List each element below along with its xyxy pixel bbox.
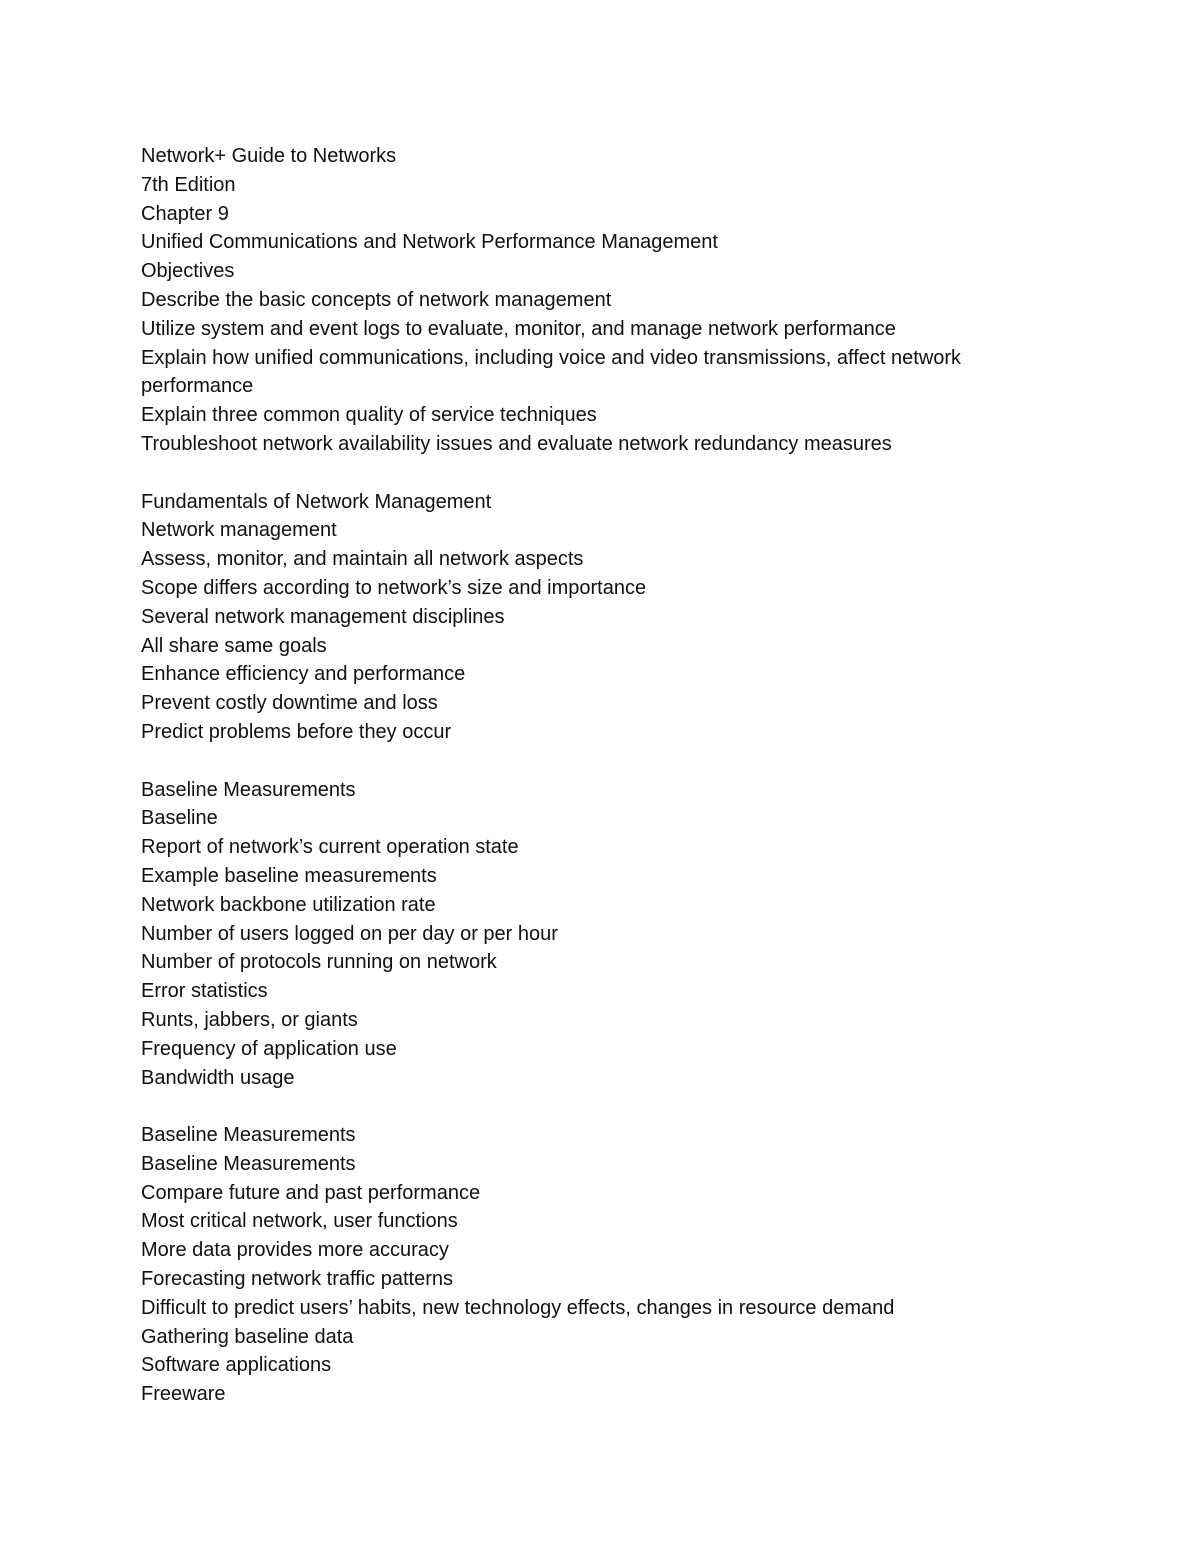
text-line: Example baseline measurements bbox=[141, 864, 437, 887]
text-line: Network+ Guide to Networks bbox=[141, 145, 397, 167]
text-line: Number of protocols running on network bbox=[141, 951, 497, 974]
text-line: Several network management disciplines bbox=[141, 605, 505, 628]
text-line: Compare future and past performance bbox=[141, 1181, 481, 1204]
text-section bbox=[141, 776, 1061, 1093]
text-line: More data provides more accuracy bbox=[141, 1239, 449, 1262]
text-line: Unified Communications and Network Performance Management bbox=[141, 231, 718, 254]
text-line: Freeware bbox=[141, 1383, 226, 1406]
text-line: Enhance efficiency and performance bbox=[141, 663, 466, 686]
text-line: Bandwidth usage bbox=[141, 1066, 295, 1089]
text-line: Most critical network, user functions bbox=[141, 1210, 458, 1233]
text-line: Baseline Measurements bbox=[141, 1152, 356, 1175]
text-line: Network management bbox=[141, 519, 337, 542]
text-line: Objectives bbox=[141, 260, 235, 283]
text-line: Explain three common quality of service techniques bbox=[141, 404, 597, 427]
text-line: Baseline Measurements bbox=[141, 1124, 356, 1147]
text-line: Forecasting network traffic patterns bbox=[141, 1268, 453, 1291]
text-line: Report of network’s current operation state bbox=[141, 836, 519, 859]
text-line: Baseline bbox=[141, 807, 218, 830]
text-line: Difficult to predict users’ habits, new technology effects, changes in resource demand bbox=[141, 1296, 895, 1319]
text-line: Network backbone utilization rate bbox=[141, 893, 436, 916]
text-line: Baseline Measurements bbox=[141, 778, 356, 801]
text-line: Software applications bbox=[141, 1354, 332, 1377]
text-section bbox=[141, 1121, 1061, 1409]
text-line: Scope differs according to network’s size and importance bbox=[141, 576, 647, 599]
text-section bbox=[141, 488, 1061, 747]
text-line: Describe the basic concepts of network management bbox=[141, 288, 612, 311]
text-line: Error statistics bbox=[141, 980, 268, 1003]
text-line: Fundamentals of Network Management bbox=[141, 490, 492, 513]
text-line: Assess, monitor, and maintain all network aspects bbox=[141, 548, 584, 571]
text-line: Number of users logged on per day or per hour bbox=[141, 922, 558, 945]
text-line: Chapter 9 bbox=[141, 202, 229, 225]
text-section bbox=[141, 142, 1061, 459]
text-line: All share same goals bbox=[141, 634, 327, 657]
text-line: Predict problems before they occur bbox=[141, 720, 452, 743]
text-line: Frequency of application use bbox=[141, 1037, 397, 1060]
text-line: Troubleshoot network availability issues and evaluate network redundancy measures bbox=[141, 432, 892, 455]
text-line: Utilize system and event logs to evaluate, monitor, and manage network performance bbox=[141, 317, 896, 340]
text-line: Prevent costly downtime and loss bbox=[141, 692, 438, 715]
text-line: Runts, jabbers, or giants bbox=[141, 1008, 358, 1031]
text-line: Gathering baseline data bbox=[141, 1325, 354, 1348]
text-line: 7th Edition bbox=[141, 173, 236, 196]
document-body bbox=[141, 142, 1061, 1409]
text-line: Explain how unified communications, including voice and video transmissions, affect network performance bbox=[141, 346, 962, 398]
